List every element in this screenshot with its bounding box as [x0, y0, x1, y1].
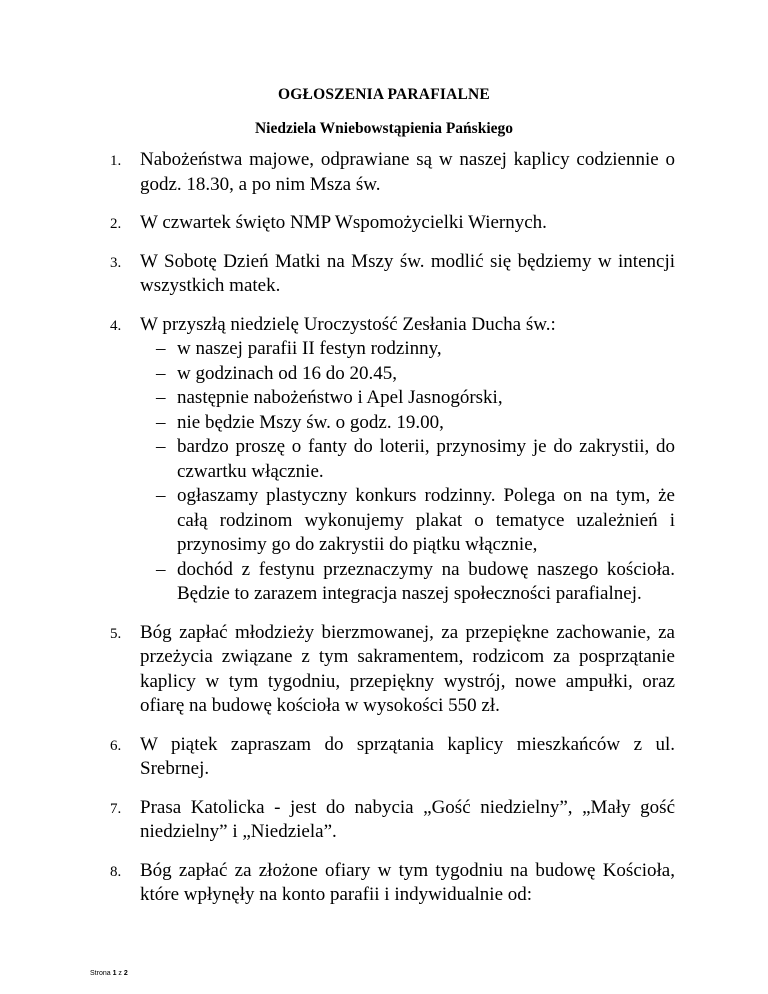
- sub-list-item: [156, 411, 675, 436]
- sub-list-item: [156, 558, 675, 607]
- dash-bullet: –: [156, 485, 166, 506]
- item-number: 2.: [110, 216, 122, 232]
- item-text: W przyszłą niedzielę Uroczystość Zesłania Ducha św.:: [140, 313, 556, 335]
- dash-bullet: –: [156, 436, 166, 457]
- item-text: W Sobotę Dzień Matki na Mszy św. modlić się będziemy w intencji wszystkich matek.: [140, 250, 675, 296]
- announcement-item: [110, 313, 675, 607]
- sub-list-item: [156, 362, 675, 387]
- announcement-item: [110, 250, 675, 299]
- item-number: 5.: [110, 625, 122, 642]
- sub-item-text: dochód z festynu przeznaczymy na budowę naszego kościoła. Będzie to zarazem integracja naszej społeczności parafialnej.: [177, 558, 675, 604]
- item-text: Bóg zapłać młodzieży bierzmowanej, za przepiękne zachowanie, za przeżycia związane z tym sakramentem, rodzicom za posprzątanie kaplicy w tym tygodniu, przepiękny wystrój, nowe ampułki, oraz ofiarę na budowę kościoła w wysokości 550 zł.: [140, 621, 675, 716]
- dash-bullet: –: [156, 558, 166, 580]
- page-number-footer: [90, 970, 128, 977]
- sub-item-text: następnie nabożeństwo i Apel Jasnogórski,: [177, 387, 503, 408]
- announcement-item: [110, 733, 675, 782]
- announcement-item: [110, 148, 675, 197]
- item-text: Bóg zapłać za złożone ofiary w tym tygodniu na budowę Kościoła, które wpłynęły na konto parafii i indywidualnie od:: [140, 859, 675, 905]
- dash-bullet: –: [156, 411, 166, 433]
- page-subtitle: Niedziela Wniebowstąpienia Pańskiego: [254, 120, 514, 137]
- sub-list-item: [156, 484, 675, 558]
- announcement-item: [110, 621, 675, 719]
- sub-item-text: bardzo proszę o fanty do loterii, przynosimy je do zakrystii, do czwartku włącznie.: [177, 436, 675, 482]
- item-text: W czwartek święto NMP Wspomożycielki Wiernych.: [140, 212, 547, 233]
- sub-list: [140, 337, 675, 607]
- item-number: 3.: [110, 254, 122, 271]
- item-number: 8.: [110, 863, 122, 880]
- item-text: W piątek zapraszam do sprzątania kaplicy mieszkańców z ul. Srebrnej.: [140, 733, 675, 779]
- page-title: OGŁOSZENIA PARAFIALNE: [278, 86, 490, 103]
- item-number: 1.: [110, 153, 122, 169]
- footer-separator: z: [116, 970, 124, 977]
- sub-list-item: [156, 435, 675, 484]
- announcement-list: [110, 148, 675, 922]
- sub-item-text: w godzinach od 16 do 20.45,: [177, 362, 398, 384]
- item-number: 6.: [110, 737, 122, 754]
- item-number: 7.: [110, 800, 122, 817]
- sub-list-item: [156, 386, 675, 411]
- announcement-item: [110, 211, 675, 236]
- sub-item-text: ogłaszamy plastyczny konkurs rodzinny. Polega on na tym, że całą rodzinom wykonujemy plakat o tematyce uzależnień i przynosimy go do zakrystii do piątku włącznie,: [177, 485, 675, 555]
- dash-bullet: –: [156, 387, 166, 408]
- sub-item-text: w naszej parafii II festyn rodzinny,: [177, 338, 442, 359]
- dash-bullet: –: [156, 362, 166, 384]
- footer-total-pages: 2: [123, 970, 128, 977]
- item-number: 4.: [110, 317, 122, 334]
- footer-current-page: 1: [112, 970, 117, 977]
- announcement-item: [110, 859, 675, 908]
- sub-item-text: nie będzie Mszy św. o godz. 19.00,: [177, 411, 444, 433]
- footer-prefix: Strona: [90, 970, 113, 977]
- item-text: Nabożeństwa majowe, odprawiane są w naszej kaplicy codziennie o godz. 18.30, a po nim Msza św.: [140, 149, 675, 195]
- announcement-item: [110, 796, 675, 845]
- sub-list-item: [156, 337, 675, 362]
- dash-bullet: –: [156, 338, 166, 359]
- item-text: Prasa Katolicka - jest do nabycia „Gość niedzielny”, „Mały gość niedzielny” i „Niedziela”.: [140, 796, 675, 842]
